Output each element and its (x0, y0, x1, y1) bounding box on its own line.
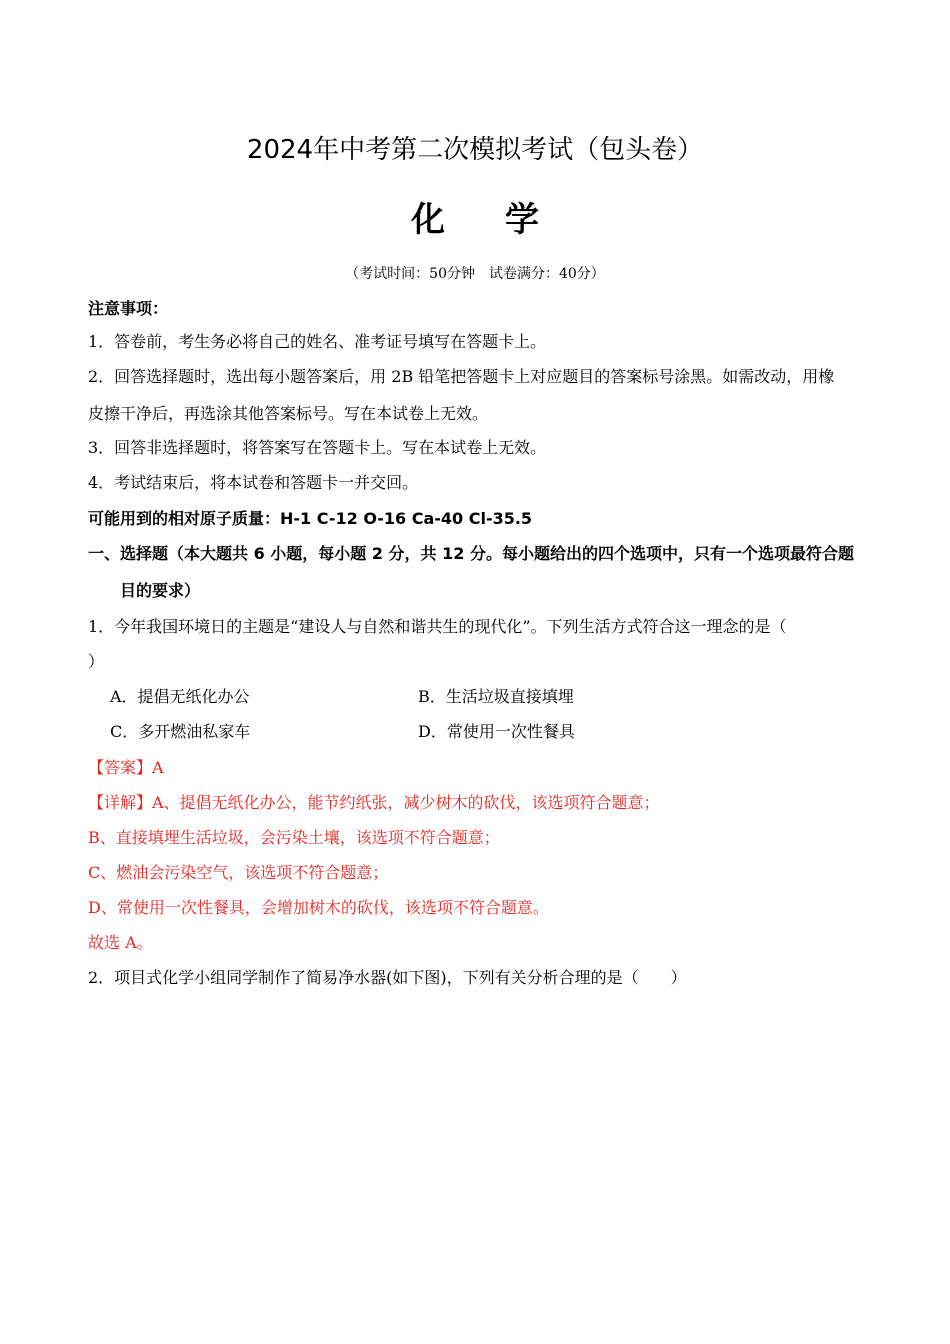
notice-item-1: 1．答卷前，考生务必将自己的姓名、准考证号填写在答题卡上。 (88, 332, 547, 351)
atomic-mass-line: 可能用到的相对原子质量：H-1 C-12 O-16 Ca-40 Cl-35.5 (88, 509, 533, 528)
q1-stem-line-1: 1．今年我国环境日的主题是“建设人与自然和谐共生的现代化”。下列生活方式符合这一理念的是（ (88, 617, 787, 636)
notice-heading: 注意事项： (88, 299, 169, 318)
q1-detail-line-4: D、常使用一次性餐具，会增加树木的砍伐，该选项不符合题意。 (88, 898, 549, 917)
subject-title: 化学 (411, 200, 599, 240)
q1-detail-line-1: 【详解】A、提倡无纸化办公，能节约纸张，减少树木的砍伐，该选项符合题意； (88, 793, 660, 812)
section-heading-line-1: 一、选择题（本大题共 6 小题，每小题 2 分，共 12 分。每小题给出的四个选项中，只有一个选项最符合题 (88, 544, 854, 563)
q1-option-b: B．生活垃圾直接填埋 (418, 687, 574, 706)
q1-detail-line-5: 故选 A。 (88, 933, 153, 952)
q2-stem: 2．项目式化学小组同学制作了简易净水器(如下图)，下列有关分析合理的是（ ） (88, 968, 687, 987)
q1-stem-line-2: ） (88, 652, 105, 671)
section-heading-line-2: 目的要求） (120, 581, 201, 600)
notice-item-2-line-2: 皮擦干净后，再选涂其他答案标号。写在本试卷上无效。 (88, 404, 489, 423)
q1-option-d: D．常使用一次性餐具 (418, 722, 575, 741)
q1-answer: 【答案】A (88, 758, 164, 777)
notice-item-3: 3．回答非选择题时，将答案写在答题卡上。写在本试卷上无效。 (88, 438, 547, 457)
q1-option-a: A．提倡无纸化办公 (110, 687, 250, 706)
notice-item-2-line-1: 2．回答选择题时，选出每小题答案后，用 2B 铅笔把答题卡上对应题目的答案标号涂黑。如需改动，用橡 (88, 367, 835, 386)
q1-detail-line-2: B、直接填埋生活垃圾，会污染土壤，该选项不符合题意； (88, 828, 500, 847)
notice-item-4: 4．考试结束后，将本试卷和答题卡一并交回。 (88, 473, 419, 492)
q1-detail-line-3: C、燃油会污染空气，该选项不符合题意； (88, 863, 389, 882)
exam-title: 2024年中考第二次模拟考试（包头卷） (246, 135, 704, 165)
q1-option-c: C．多开燃油私家车 (110, 722, 251, 741)
exam-info: （考试时间：50分钟 试卷满分：40分） (345, 266, 605, 282)
